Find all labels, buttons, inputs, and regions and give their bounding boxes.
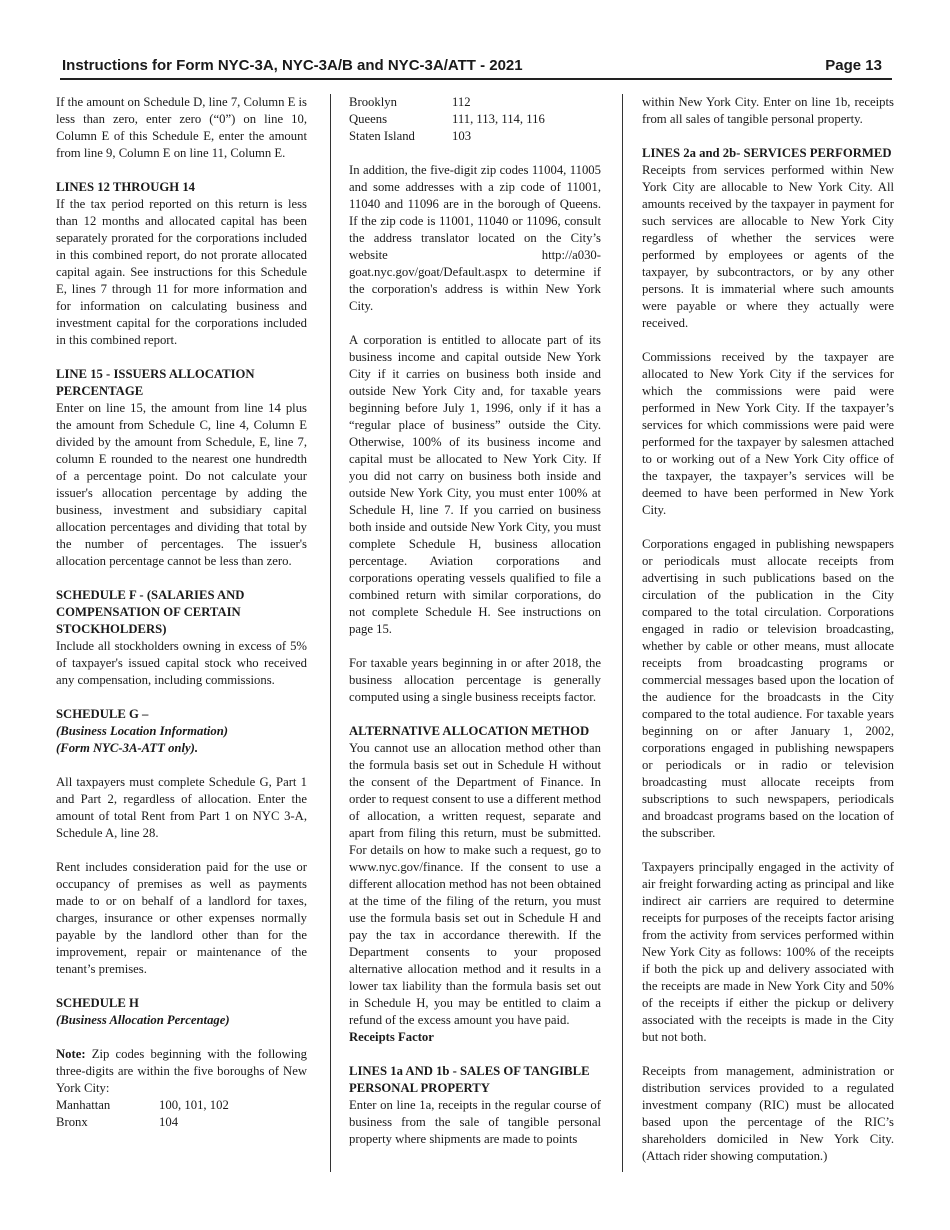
note-text: Zip codes beginning with the following three-digits are within the five boroughs of New York City: (56, 1047, 307, 1095)
paragraph: If the tax period reported on this return is less than 12 months and allocated capital has been separately prorated for the corporations included in this combined report, do not prorate allocated capital again. See instructions for this Schedule E, lines 7 through 11 for more information and for information on calculating business and investment capital for the corporations included in this combined report. (56, 197, 307, 347)
section-heading: SCHEDULE H (56, 996, 139, 1010)
paragraph: Receipts from services performed within New York City are allocable to New York City. All amounts received by the taxpayer in payment for such services are allocable to New York City regardless of whether the services were performed by employees or agents of the taxpayer, by subcontractors, or by any other persons. It is immaterial where such amounts were payable or where they actually were received. (642, 163, 894, 330)
note-paragraph (56, 1046, 307, 1097)
section-subheading: (Business Allocation Percentage) (56, 1013, 230, 1027)
page-number: Page 13 (825, 57, 882, 74)
column-2 (349, 94, 601, 1148)
table-row (349, 128, 545, 145)
section-heading: LINE 15 - ISSUERS ALLOCATION PERCENTAGE (56, 367, 255, 398)
section-heading: SCHEDULE G – (56, 707, 149, 721)
section-heading: LINES 1a AND 1b - SALES OF TANGIBLE PERSONAL PROPERTY (349, 1064, 590, 1095)
borough-zips: 111, 113, 114, 116 (452, 112, 545, 126)
borough-name: Manhattan (56, 1098, 111, 1112)
section-subheading: (Form NYC-3A-ATT only). (56, 741, 199, 755)
borough-name: Bronx (56, 1115, 88, 1129)
paragraph: within New York City. Enter on line 1b, receipts from all sales of tangible personal property. (642, 95, 894, 126)
paragraph: Commissions received by the taxpayer are allocated to New York City if the services for which the commissions were paid were performed in New York City. If the taxpayer’s services for which commissions were paid were performed for the taxpayer by salesmen attached to or working out of a New York City office of the taxpayer, the taxpayer’s services will be deemed to have been performed in New York City. (642, 350, 894, 517)
section-heading: LINES 2a and 2b- SERVICES PERFORMED (642, 146, 892, 160)
borough-zips: 100, 101, 102 (159, 1098, 229, 1112)
column-1 (56, 94, 307, 1131)
paragraph: Rent includes consideration paid for the use or occupancy of premises as well as payments made to or on behalf of a landlord for taxes, charges, insurance or other expenses normally payable by the landlord other than for the improvement, repair or maintenance of the tenant’s premises. (56, 860, 307, 976)
column-divider (622, 94, 623, 1172)
table-row (56, 1114, 229, 1131)
paragraph: A corporation is entitled to allocate part of its business income and capital outside New York City if it carries on business both inside and outside New York City and, for taxable years beginning before July 1, 1996, only if it has a “regular place of business” outside the City. Otherwise, 100% of its business income and capital must be allocated to New York City. If you did not carry on business both inside and outside New York City, you must enter 100% at Schedule H, line 7. If you carried on business both inside and outside New York City, you must complete Schedule H, business allocation percentage. Aviation corporations and corporations operating vessels qualified to file a combined return with similar corporations, do not complete Schedule H. See instructions on page 15. (349, 333, 601, 636)
borough-name: Brooklyn (349, 95, 397, 109)
paragraph: All taxpayers must complete Schedule G, Part 1 and Part 2, regardless of allocation. Enter the amount of total Rent from Part 1 on NYC 3-A, Schedule A, line 28. (56, 775, 307, 840)
section-heading: ALTERNATIVE ALLOCATION METHOD (349, 724, 590, 738)
table-row (349, 94, 545, 111)
page-header (60, 56, 892, 80)
borough-zips: 112 (452, 95, 471, 109)
document-title: Instructions for Form NYC-3A, NYC-3A/B and NYC-3A/ATT - 2021 (62, 57, 523, 74)
paragraph: Receipts from management, administration or distribution services provided to a regulated investment company (RIC) must be allocated based upon the percentage of the RIC’s shareholders domiciled in New York City. (Attach rider showing computation.) (642, 1064, 894, 1163)
section-heading: SCHEDULE F - (SALARIES AND COMPENSATION OF CERTAIN STOCKHOLDERS) (56, 588, 245, 636)
section-heading: LINES 12 THROUGH 14 (56, 180, 196, 194)
borough-zip-table (56, 1097, 229, 1131)
table-row (56, 1097, 229, 1114)
paragraph: Enter on line 1a, receipts in the regular course of business from the sale of tangible personal property where shipments are made to points (349, 1098, 601, 1146)
column-divider (330, 94, 331, 1172)
borough-name: Staten Island (349, 129, 415, 143)
intro-paragraph: If the amount on Schedule D, line 7, Column E is less than zero, enter zero (“0”) on line 10, Column E of this Schedule E, enter the amount from line 9, Column E on line 11, Column E. (56, 95, 307, 160)
table-row (349, 111, 545, 128)
paragraph: Include all stockholders owning in excess of 5% of taxpayer's issued capital stock who received any compensation, including commissions. (56, 639, 307, 687)
paragraph: For taxable years beginning in or after 2018, the business allocation percentage is generally computed using a single business receipts factor. (349, 656, 601, 704)
note-label: Note: (56, 1047, 86, 1061)
paragraph: Corporations engaged in publishing newspapers or periodicals must allocate receipts from advertising in such publications based on the circulation of the publication in the City compared to the total circulation. Corporations engaged in radio or television broadcasting, whether by cable or other means, must allocate receipts from broadcasting programs or commercial messages based upon the location of the audience for the broadcasts in the City compared to the total audience. For taxable years beginning on or after January 1, 2002, corporations engaged in publishing newspapers or periodicals or in radio or television broadcasting must allocate receipts from subscriptions to such newspapers, periodicals and broadcast programs based on the location of the subscriber. (642, 537, 894, 840)
paragraph: You cannot use an allocation method other than the formula basis set out in Schedule H without the consent of the Department of Finance. In order to request consent to use a different method of allocation, a written request, separate and apart from filing this return, must be submitted. For details on how to make such a request, go to www.nyc.gov/finance. If the consent to use a different allocation method has not been obtained at the time of the filing of the return, you must use the formula basis set out in Schedule H and pay the tax in accordance therewith. If the Department consents to your proposed alternative allocation method and it results in a lower tax liability than the formula basis set out in Schedule H, you may be entitled to claim a refund of the excess amount you have paid. (349, 741, 601, 1027)
column-3 (642, 94, 894, 1165)
subsection-heading: Receipts Factor (349, 1030, 434, 1044)
paragraph: Enter on line 15, the amount from line 14 plus the amount from Schedule C, line 4, Column E divided by the amount from Schedule, E, line 7, column E rounded to the nearest one hundredth of a percentage point. Do not calculate your issuer's allocation percentage by adding the business, investment and subsidiary capital allocation percentages and dividing that total by the number of percentages. The issuer's allocation percentage cannot be less than zero. (56, 401, 307, 568)
paragraph: In addition, the five-digit zip codes 11004, 11005 and some addresses with a zip code of 11001, 11040 and 11096 are in the borough of Queens. If the zip code is 11001, 11040 or 11096, consult the address translator located on the City’s website http://a030-goat.nyc.gov/goat/Default.aspx to determine if the corporation's address is within New York City. (349, 163, 601, 313)
section-subheading: (Business Location Information) (56, 724, 229, 738)
borough-zips: 104 (159, 1115, 179, 1129)
paragraph: Taxpayers principally engaged in the activity of air freight forwarding acting as principal and like indirect air carriers are required to determine receipts for purposes of the receipts factor arising from the activity from services performed within New York City as follows: 100% of the receipts if both the pick up and delivery associated with the receipts are made in New York City and 50% of the receipts if either the pickup or delivery associated with the receipts is made in the City but not both. (642, 860, 894, 1044)
borough-zips: 103 (452, 129, 472, 143)
borough-zip-table (349, 94, 545, 145)
borough-name: Queens (349, 112, 388, 126)
